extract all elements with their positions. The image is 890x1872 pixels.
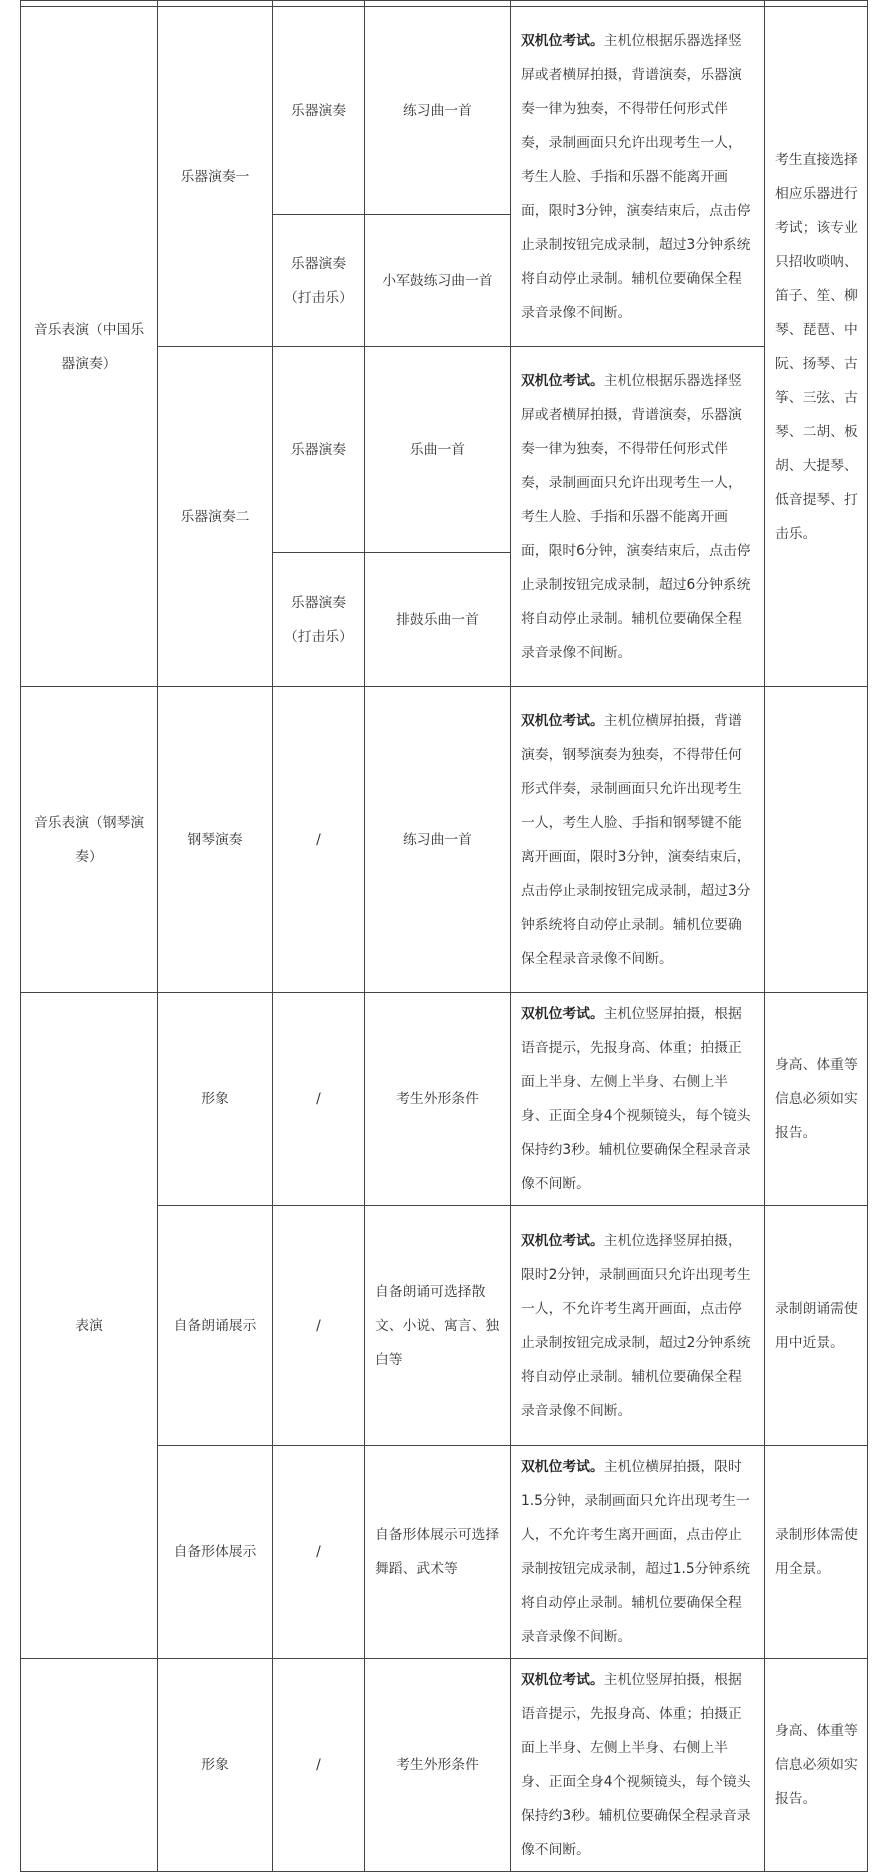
table-row bbox=[21, 7, 868, 215]
note-cell: 考生直接选择相应乐器进行考试；该专业只招收唢呐、笛子、笙、柳琴、琵琶、中阮、扬琴、古筝、三弦、古琴、二胡、板胡、大提琴、低音提琴、打击乐。 bbox=[765, 7, 868, 687]
note-cell: 身高、体重等信息必须如实报告。 bbox=[765, 1659, 868, 1872]
requirement-lead: 双机位考试。 bbox=[521, 1232, 604, 1249]
requirement-lead: 双机位考试。 bbox=[521, 1459, 604, 1475]
subject-cell: 乐器演奏一 bbox=[158, 7, 273, 347]
subject-cell: 乐器演奏二 bbox=[158, 347, 273, 687]
subject-cell: 自备朗诵展示 bbox=[158, 1206, 273, 1446]
requirement-body: 主机位根据乐器选择竖屏或者横屏拍摄，背谱演奏，乐器演奏一律为独奏，不得带任何形式伴奏，录制画面只允许出现考生一人，考生人脸、手指和乐器不能离开画面，限时6分钟，演奏结束后，点击停止录制按钮完成录制，超过6分钟系统将自动停止录制。辅机位要确保全程录音录像不间断。 bbox=[521, 372, 751, 661]
requirement-cell bbox=[511, 1206, 765, 1446]
requirement-cell bbox=[511, 993, 765, 1206]
requirement-cell bbox=[511, 687, 765, 993]
category-cell: 音乐表演（钢琴演奏） bbox=[21, 687, 158, 993]
requirement-body: 主机位横屏拍摄，背谱演奏，钢琴演奏为独奏，不得带任何形式伴奏，录制画面只允许出现考生一人，考生人脸、手指和钢琴键不能离开画面，限时3分钟，演奏结束后，点击停止录制按钮完成录制，超过3分钟系统将自动停止录制。辅机位要确保全程录音录像不间断。 bbox=[521, 712, 751, 967]
subject-cell: 自备形体展示 bbox=[158, 1446, 273, 1659]
table-row bbox=[21, 1659, 868, 1872]
content-cell: 排鼓乐曲一首 bbox=[365, 553, 511, 687]
content-cell: 自备形体展示可选择舞蹈、武术等 bbox=[365, 1446, 511, 1659]
note-cell: 录制形体需使用全景。 bbox=[765, 1446, 868, 1659]
subject-cell: 钢琴演奏 bbox=[158, 687, 273, 993]
category-cell: 音乐表演（中国乐器演奏） bbox=[21, 7, 158, 687]
subject-cell: 形象 bbox=[158, 993, 273, 1206]
note-cell: 录制朗诵需使用中近景。 bbox=[765, 1206, 868, 1446]
subject-cell: 形象 bbox=[158, 1659, 273, 1872]
requirement-lead: 双机位考试。 bbox=[521, 712, 604, 729]
requirement-lead: 双机位考试。 bbox=[521, 1006, 604, 1022]
sub-item-cell: / bbox=[273, 687, 365, 993]
requirement-cell bbox=[511, 347, 765, 687]
requirement-lead: 双机位考试。 bbox=[521, 1672, 604, 1688]
requirement-lead: 双机位考试。 bbox=[521, 372, 604, 389]
sub-item-cell: 乐器演奏（打击乐） bbox=[273, 215, 365, 347]
category-cell bbox=[21, 1659, 158, 1872]
content-cell: 考生外形条件 bbox=[365, 993, 511, 1206]
content-cell: 乐曲一首 bbox=[365, 347, 511, 553]
table-row bbox=[21, 687, 868, 993]
content-cell: 练习曲一首 bbox=[365, 687, 511, 993]
content-cell: 考生外形条件 bbox=[365, 1659, 511, 1872]
sub-item-cell: / bbox=[273, 993, 365, 1206]
requirement-cell bbox=[511, 7, 765, 347]
content-cell: 自备朗诵可选择散文、小说、寓言、独白等 bbox=[365, 1206, 511, 1446]
sub-item-cell: / bbox=[273, 1659, 365, 1872]
requirement-cell bbox=[511, 1659, 765, 1872]
note-cell bbox=[765, 687, 868, 993]
requirement-cell bbox=[511, 1446, 765, 1659]
requirement-body: 主机位竖屏拍摄，根据语音提示，先报身高、体重；拍摄正面上半身、左侧上半身、右侧上半身、正面全身4个视频镜头，每个镜头保持约3秒。辅机位要确保全程录音录像不间断。 bbox=[521, 1672, 751, 1858]
sub-item-cell: / bbox=[273, 1206, 365, 1446]
sub-item-cell: / bbox=[273, 1446, 365, 1659]
requirement-body: 主机位横屏拍摄，限时1.5分钟，录制画面只允许出现考生一人，不允许考生离开画面，点击停止录制按钮完成录制，超过1.5分钟系统将自动停止录制。辅机位要确保全程录音录像不间断。 bbox=[521, 1459, 750, 1645]
content-cell: 练习曲一首 bbox=[365, 7, 511, 215]
sub-item-cell: 乐器演奏 bbox=[273, 347, 365, 553]
requirement-body: 主机位选择竖屏拍摄，限时2分钟，录制画面只允许出现考生一人，不允许考生离开画面，点击停止录制按钮完成录制，超过2分钟系统将自动停止录制。辅机位要确保全程录音录像不间断。 bbox=[521, 1232, 751, 1419]
exam-requirements-table bbox=[20, 0, 868, 1872]
category-cell: 表演 bbox=[21, 993, 158, 1659]
content-cell: 小军鼓练习曲一首 bbox=[365, 215, 511, 347]
sub-item-cell: 乐器演奏 bbox=[273, 7, 365, 215]
requirement-body: 主机位根据乐器选择竖屏或者横屏拍摄，背谱演奏，乐器演奏一律为独奏，不得带任何形式伴奏，录制画面只允许出现考生一人，考生人脸、手指和乐器不能离开画面，限时3分钟，演奏结束后，点击停止录制按钮完成录制，超过3分钟系统将自动停止录制。辅机位要确保全程录音录像不间断。 bbox=[521, 32, 751, 321]
requirement-body: 主机位竖屏拍摄，根据语音提示，先报身高、体重；拍摄正面上半身、左侧上半身、右侧上半身、正面全身4个视频镜头，每个镜头保持约3秒。辅机位要确保全程录音录像不间断。 bbox=[521, 1006, 751, 1192]
sub-item-cell: 乐器演奏（打击乐） bbox=[273, 553, 365, 687]
requirement-lead: 双机位考试。 bbox=[521, 32, 604, 49]
note-cell: 身高、体重等信息必须如实报告。 bbox=[765, 993, 868, 1206]
table-row bbox=[21, 993, 868, 1206]
